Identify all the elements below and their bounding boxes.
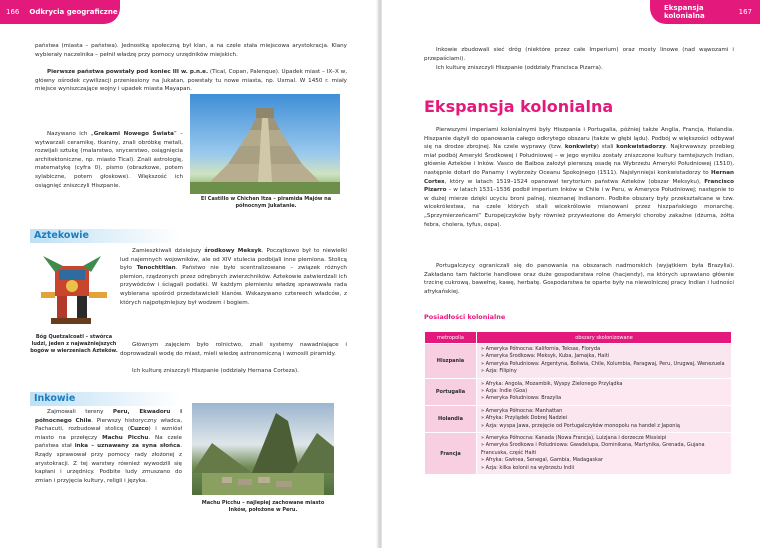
area-list-item: » Azja: Filipiny — [481, 368, 727, 375]
table-cell-country: Hiszpania — [425, 344, 477, 379]
quetzalcoatl-image — [33, 252, 118, 332]
area-list-item: » Azja: kilka kolonii na wybrzeżu Indii — [481, 465, 727, 472]
greeks-pre: Nazywano ich „ — [47, 131, 94, 137]
inca-f: Machu Picchu — [102, 434, 149, 441]
table-row — [425, 378, 732, 405]
table-row — [425, 433, 732, 475]
inca-e: ) i wzniósł miasto na przełęczy — [35, 426, 182, 441]
aztec-paragraph-2: Głównym zajęciem było rolnictwo, znali systemy nawadniające i doprowadzali wodę do miast, mieli wiedzę astronomiczną i wznosili piramidy. — [120, 342, 347, 357]
mountain-image — [192, 403, 334, 495]
pyramid-image — [190, 94, 340, 194]
table-cell-areas — [477, 433, 732, 475]
p1-h: Francisco Pizarro — [424, 178, 734, 194]
aztec-paragraph-1 — [120, 247, 347, 307]
castillo-photo — [190, 94, 340, 194]
table-cell-country: Francja — [425, 433, 477, 475]
maya-text: (Tical, Copan, Palenque). Upadek miast – IX–X w, główny ośrodek cywilizacji przeniesiony na Jukatan, powstały tu nowe miasta, np. Uxmal. W 1450 r. miały miejsce wyniszczające wojny i upadek miasta Mayapan. — [35, 69, 347, 93]
inca-heading: Inkowie — [34, 393, 76, 404]
table-title: Posiadłości kolonialne — [424, 313, 506, 321]
area-list-item: » Afryka: Przylądek Dobrej Nadziei — [481, 415, 727, 422]
table-cell-country: Portugalia — [425, 378, 477, 405]
area-list-item: » Azja: Indie (Goa) — [481, 388, 727, 395]
right-page-header — [650, 0, 760, 24]
left-page — [0, 0, 378, 548]
castillo-caption: El Castillo w Chichen Itza – piramida Majów na północnym Jukatanie. — [200, 196, 332, 209]
greeks-paragraph — [35, 130, 183, 190]
greeks-bold: Grekami Nowego Świata — [93, 131, 174, 137]
intro-paragraph: państwa (miasta – państwa). Jednostką społeczną był klan, a na czele stała miejscowa arystokracja. Klany wybierały naczelnika – pełnił władzę przy pomocy urzędników miejskich. — [35, 43, 347, 58]
aztec-heading: Aztekowie — [34, 230, 89, 241]
aztec-paragraph-3: Ich kulturę zniszczyli Hiszpanie (oddziały Hernana Corteza). — [132, 368, 299, 374]
left-header-title: Odkrycia geograficzne — [29, 8, 118, 16]
area-list-item: » Azja: wyspa Jawa, przejęcie od Portugalczyków monopolu na handel z Japonią — [481, 423, 727, 430]
p1-f: Hernan Cortes — [424, 169, 734, 185]
aztec-p1-c: . Początkowo był to niewielki lud najemnych wojowników, ale od XIV stulecia podbijali inne plemiona. Stolicą było — [120, 248, 347, 272]
colonial-title: Ekspansja kolonialna — [424, 97, 614, 116]
area-list-item: » Afryka: Angola, Mozambik, Wyspy Zielonego Przylądka — [481, 381, 727, 388]
greeks-text: ” – wytwarzali ceramikę, tkaniny, znali obróbkę metali, rozwijali sztukę (malarstwo, snycerstwo, osiągnięcia architektoniczne, np. miasto Tical). Znali astrologię, matematykę (cyfra 0), pismo (obrazkowe, potem sylabiczne, potem głoskowe). Większość ich osiągnięć zniszczyli Hiszpanie. — [35, 131, 183, 189]
table-row — [425, 344, 732, 379]
area-list-item: » Ameryka Środkowa: Meksyk, Kuba, Jamajka, Haiti — [481, 353, 727, 360]
area-list-item: » Ameryka Południowa: Brazylia — [481, 395, 727, 402]
maya-bold: Pierwsze państwa powstały pod koniec III w. p.n.e. — [47, 69, 209, 75]
inca-paragraph — [35, 408, 182, 485]
aztec-p1-e: . Państwo nie było scentralizowane – związek różnych plemion, rządzonych przez odrębnych zwierzchników. Aztekowie zatwierdzali ich przywódców i ściągali podatki. W każdym plemieniu władzę sprawowała rada wybierana spośród przedstawicieli klanów. Wskazywano cztereech władców, z których najpotężniejszy był wodzem i bogiem. — [120, 265, 347, 306]
area-list-item: » Ameryka Północna: Kalifornia, Teksas, Floryda — [481, 346, 727, 353]
table-header-row — [425, 332, 732, 344]
p1-d: konkwistadorzy — [616, 144, 666, 151]
area-list-item: » Ameryka Północna: Manhattan — [481, 408, 727, 415]
table-header-areas: obszary skolonizowane — [477, 332, 732, 344]
p1-b: konkwisty — [564, 144, 597, 151]
left-page-header — [0, 0, 120, 24]
left-page-number: 166 — [6, 8, 20, 16]
p1-g: , który w latach 1519–1524 opanował terytorium państwa Azteków (obszar Meksyku), — [444, 178, 705, 185]
table-cell-areas — [477, 405, 732, 432]
right-page-number: 167 — [738, 8, 752, 16]
aztec-p1-a: Zamieszkiwali dzisiejszy — [132, 248, 205, 254]
aztec-p1-b: środkowy Meksyk — [204, 248, 262, 254]
area-list-item: » Ameryka Północna: Kanada (Nowa Francja), Luizjana i dorzecze Missisipi — [481, 435, 727, 442]
right-header-title: Ekspansja kolonialna — [664, 4, 705, 20]
colonial-paragraph-2: Portugalczycy ograniczali się do panowania na obszarach nadmorskich (wyjątkiem była Brazylia). Zakładano tam faktorie handlowe oraz duże gospodarstwa rolne (hacjendy), na których uprawiano głównie trzcinę cukrową, bawełnę, kawę, herbatę. Gospodarstwa te oparte były na niewolniczej pracy Indian i ludności afrykańskiej. — [424, 263, 734, 295]
aztec-p1-d: Tenochtitlan — [136, 265, 176, 272]
right-page — [382, 0, 760, 548]
inca-b: Peru, Ekwadoru i północnego Chile — [35, 409, 182, 424]
area-list-item: » Ameryka Środkowa i Południowa: Gwadelupa, Dominikana, Martynika, Grenada, Gujana Francuska, część Haiti — [481, 442, 727, 457]
inca-a: Zajmowali tereny — [47, 409, 113, 415]
machu-caption: Machu Picchu – najlepiej zachowane miasto Inków, położone w Peru. — [201, 500, 325, 513]
table-row — [425, 405, 732, 432]
area-list-item: » Ameryka Południowa: Argentyna, Boliwia, Chile, Kolumbia, Paragwaj, Peru, Urugwaj, Wenezuela — [481, 361, 727, 368]
quetzalcoatl-caption: Bóg Quetzalcoatl – stwórca ludzi, jeden z najważniejszych bogów w wierzeniach Azteków. — [30, 334, 118, 354]
table-cell-areas — [477, 344, 732, 379]
inca-g: . Na czele państwa stał — [35, 434, 182, 450]
table-header-metropolis: metropolia — [425, 332, 477, 344]
roads-paragraph: Inkowie zbudowali sieć dróg (niektóre przez całe Imperium) oraz mosty linowe (nad wąwozami i przepaściami). — [424, 47, 734, 62]
inca-c: . Pierwszy historyczny władca, Pachacuti, rozbudował stolicę ( — [35, 417, 182, 433]
p1-a: Pierwszymi imperiami kolonialnymi były Hiszpania i Portugalia, później także Anglia, Francja, Holandia. Hiszpanie dążyli do opanowania całego odkrytego obszaru (także w głębi lądu). Podbój w większości odbywał się na drodze zbrojnej. Na czele wyprawy (tzw. — [424, 127, 734, 151]
table-cell-country: Holandia — [425, 405, 477, 432]
machu-picchu-photo — [192, 403, 334, 495]
pizarro-paragraph: Ich kulturę zniszczyli Hiszpanie (oddziały Francisca Pizarra). — [436, 65, 603, 71]
colonies-table — [424, 331, 732, 475]
p1-e: . Najkrwawszy przebieg miał podbój Ameryki Środkowej i Południowej – w jego wyniku zostały zniszczone kultury tamtejszych Indian, głównie Azteków i Inków. Vasco de Balboa założył pierwszą osadę na Wybrzeżu Ameryki Południowej (1510), następnie dotarł do Panamy i wybrzeży Oceanu Spokojnego (1511). Najsłynniejsi konkwistadorzy to — [424, 144, 735, 176]
inca-i: . Rządy sprawował przy pomocy rady złożonej z arystokracji. Z tej warstwy również wywodzili się kapłani i urzędnicy. Podbite ludy zmuszano do zmian i przyjęcia kultury, religii i języka. — [35, 443, 182, 484]
colonial-paragraph-1 — [424, 126, 734, 229]
inca-h: inka – uznawany za syna słońca — [74, 443, 181, 450]
maya-paragraph — [35, 68, 347, 94]
p1-i: – w latach 1531–1536 podbił imperium Inków w Chile i w Peru, w Ameryce Południowej; następnie to w dużej mierze dzięki ucyciu broni palnej, nieznanej Indianom. Podbite obszary były przekształcane w tzw. wicekrólestwa, na czele których stali wicekrólowie mianowani przez hiszpańskiego monarchę. „Sprzymierzeńcami” Europejczyków były również przywiezione do Ameryki choroby zakaźne (dżuma, żółta febra, cholera, tyfus, ospa). — [424, 187, 734, 228]
inca-d: Cuzco — [130, 426, 149, 433]
table-cell-areas — [477, 378, 732, 405]
area-list-item: » Afryka: Gwinea, Senegal, Gambia, Madagaskar — [481, 457, 727, 464]
p1-c: ) stali — [596, 144, 617, 151]
